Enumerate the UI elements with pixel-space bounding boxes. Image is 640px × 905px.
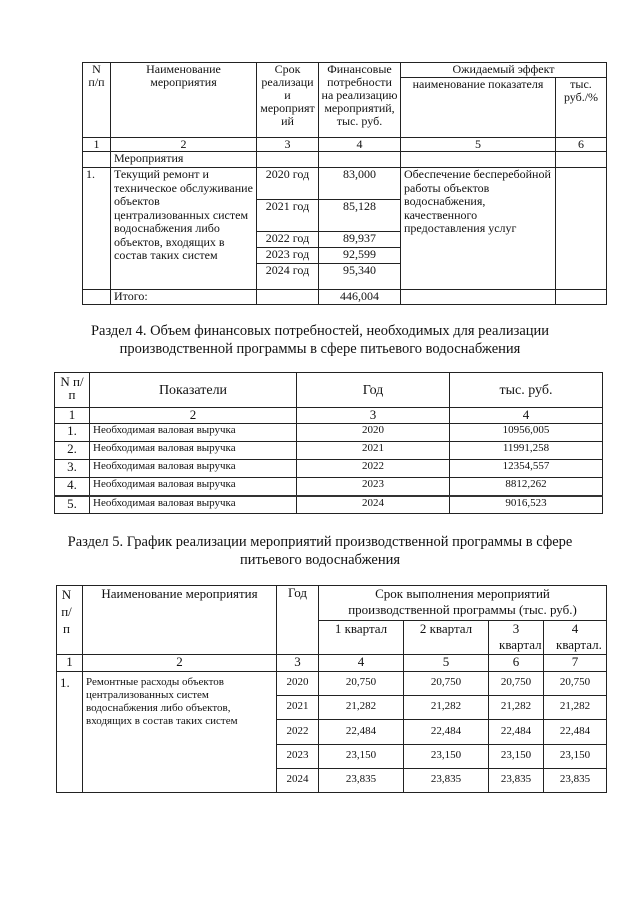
item-num: 1. — [83, 168, 111, 290]
header-num: N п/ п — [57, 586, 83, 655]
revenue-table — [54, 372, 603, 514]
header-year: Год — [297, 373, 450, 408]
item-year: 2021 год — [257, 200, 319, 232]
index-cell: 5 — [404, 655, 489, 672]
table-row: 4. Необходимая валовая выручка 2023 8812,262 — [55, 478, 603, 496]
header-num: N п/п — [55, 373, 90, 408]
header-name: Наименование мероприятия — [83, 586, 277, 655]
index-cell: 1 — [83, 138, 111, 152]
total-label: Итого: — [111, 290, 257, 305]
header-term: Срок реализаци и мероприят ий — [257, 63, 319, 138]
index-cell: 2 — [83, 655, 277, 672]
table-row: 1. Необходимая валовая выручка 2020 10956,005 — [55, 424, 603, 442]
index-cell: 3 — [257, 138, 319, 152]
item-value: 83,000 — [319, 168, 401, 200]
header-effect: Ожидаемый эффект — [401, 63, 607, 78]
index-cell: 3 — [297, 408, 450, 424]
index-cell: 6 — [556, 138, 607, 152]
section-5-title: Раздел 5. График реализации мероприятий производственной программы в сфере питьевого водоснабжения — [67, 534, 573, 568]
index-cell: 6 — [489, 655, 544, 672]
header-name: Наименование мероприятия — [111, 63, 257, 138]
item-value: 89,937 — [319, 232, 401, 248]
table-row: 1. Ремонтные расходы объектов централизованных систем водоснабжения либо объектов, входящих в состав таких систем 2020 20,750 20,750 20,750 20,750 — [57, 672, 607, 696]
table-row: 3. Необходимая валовая выручка 2022 12354,557 — [55, 460, 603, 478]
index-cell: 7 — [544, 655, 607, 672]
header-year: Год — [277, 586, 319, 655]
table-row: 2024 23,835 23,835 23,835 23,835 — [57, 769, 607, 793]
item-name: Текущий ремонт и техническое обслуживание объектов централизованных систем водоснабжения либо объектов, входящих в состав таких систем — [111, 168, 257, 290]
header-q2: 2 квартал — [404, 621, 489, 655]
item-effect: Обеспечение бесперебойной работы объектов водоснабжения, качественного предоставления услуг — [401, 168, 556, 290]
header-unit: тыс. руб. — [450, 373, 603, 408]
item-year: 2024 год — [257, 264, 319, 290]
index-cell: 1 — [57, 655, 83, 672]
index-cell: 3 — [277, 655, 319, 672]
table-row: 2021 21,282 21,282 21,282 21,282 — [57, 696, 607, 720]
table-row: 2. Необходимая валовая выручка 2021 11991,258 — [55, 442, 603, 460]
index-cell: 4 — [319, 138, 401, 152]
header-indicator: Показатели — [90, 373, 297, 408]
item-year: 2023 год — [257, 248, 319, 264]
item-year: 2022 год — [257, 232, 319, 248]
measures-table — [82, 62, 607, 305]
header-finance: Финансовые потребности на реализацию мероприятий, тыс. руб. — [319, 63, 401, 138]
total-value: 446,004 — [319, 290, 401, 305]
header-num: N п/п — [83, 63, 111, 138]
table-row: 2022 22,484 22,484 22,484 22,484 — [57, 720, 607, 745]
item-name: Ремонтные расходы объектов централизованных систем водоснабжения либо объектов, входящих в состав таких систем — [83, 672, 277, 793]
index-cell: 5 — [401, 138, 556, 152]
section-label: Мероприятия — [111, 152, 257, 168]
item-year: 2020 год — [257, 168, 319, 200]
table-row: 5. Необходимая валовая выручка 2024 9016,523 — [55, 496, 603, 514]
index-cell: 2 — [90, 408, 297, 424]
header-q1: 1 квартал — [319, 621, 404, 655]
header-term: Срок выполнения мероприятий производственной программы (тыс. руб.) — [319, 586, 607, 621]
header-q4: 4 квартал. — [544, 621, 607, 655]
header-unit: тыс. руб./% — [556, 78, 607, 138]
index-cell: 4 — [450, 408, 603, 424]
header-indicator: наименование показателя — [401, 78, 556, 138]
index-cell: 4 — [319, 655, 404, 672]
index-cell: 1 — [55, 408, 90, 424]
table-row: 2023 23,150 23,150 23,150 23,150 — [57, 745, 607, 769]
item-num: 1. — [57, 672, 83, 793]
index-cell: 2 — [111, 138, 257, 152]
header-q3: 3 квартал — [489, 621, 544, 655]
item-value: 95,340 — [319, 264, 401, 290]
schedule-table — [56, 585, 607, 793]
item-value: 85,128 — [319, 200, 401, 232]
item-value: 92,599 — [319, 248, 401, 264]
section-4-title: Раздел 4. Объем финансовых потребностей, необходимых для реализации производственной программы в сфере питьевого водоснабжения — [90, 323, 550, 357]
